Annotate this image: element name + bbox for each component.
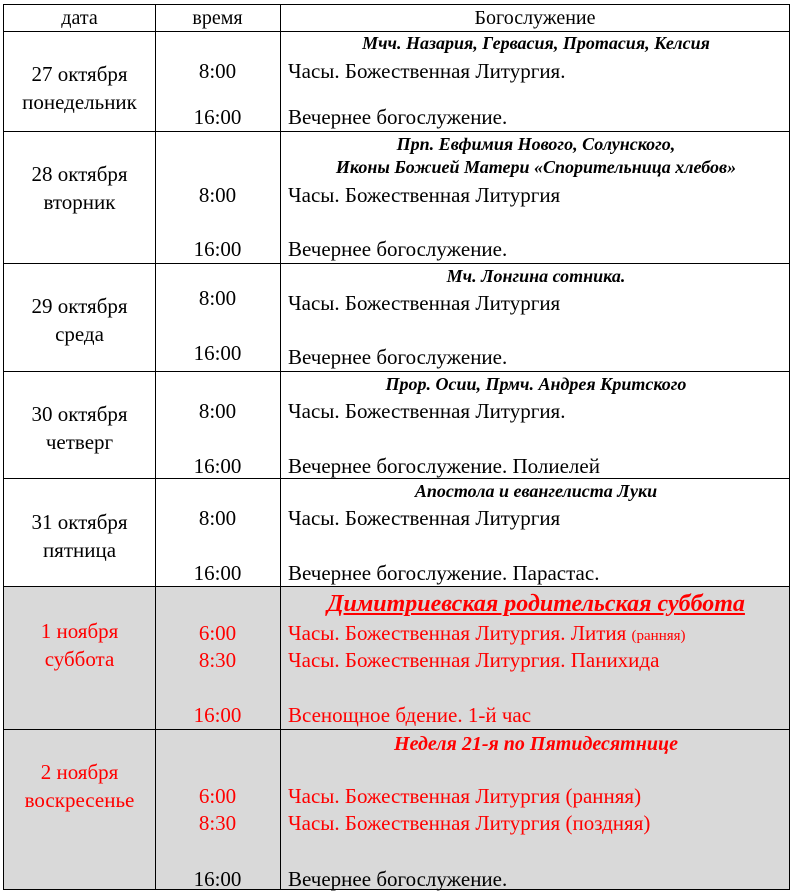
service-time: 8:30 bbox=[198, 811, 237, 835]
service-note: (ранняя) bbox=[631, 628, 686, 644]
feast-title: Мчч. Назария, Гервасия, Протасия, Келсия bbox=[362, 33, 710, 53]
service-text: Часы. Божественная Литургия. bbox=[288, 59, 566, 83]
service-text: Вечернее богослужение. bbox=[288, 345, 508, 369]
feast-title: Неделя 21-я по Пятидесятнице bbox=[394, 733, 678, 755]
service-text: Вечернее богослужение. Парастас. bbox=[288, 561, 600, 585]
table-row-divider bbox=[3, 729, 790, 730]
header-time: время bbox=[192, 7, 243, 29]
service-time: 8:00 bbox=[198, 286, 237, 310]
table-col-divider bbox=[280, 5, 281, 890]
date-label: 2 ноября bbox=[40, 760, 119, 784]
feast-title: Мч. Лонгина сотника. bbox=[446, 266, 626, 286]
date-label: 30 октября bbox=[31, 402, 128, 426]
table-row-divider bbox=[3, 131, 790, 132]
service-text: Вечернее богослужение. bbox=[288, 867, 508, 891]
service-time: 16:00 bbox=[193, 105, 242, 129]
table-row-divider bbox=[3, 586, 790, 587]
service-time: 6:00 bbox=[198, 784, 237, 808]
service-text: Часы. Божественная Литургия (ранняя) bbox=[288, 784, 642, 808]
service-time: 8:00 bbox=[198, 59, 237, 83]
service-text: Часы. Божественная Литургия bbox=[288, 291, 561, 315]
service-text: Вечернее богослужение. Полиелей bbox=[288, 454, 600, 478]
header-service: Богослужение bbox=[474, 7, 596, 29]
feast-title: Прп. Евфимия Нового, Солунского, bbox=[396, 134, 676, 154]
feast-title: Прор. Осии, Прмч. Андрея Критского bbox=[385, 374, 687, 394]
service-time: 16:00 bbox=[193, 561, 242, 585]
service-time: 6:00 bbox=[198, 621, 237, 645]
date-label: 31 октября bbox=[31, 510, 128, 534]
service-time: 16:00 bbox=[193, 703, 242, 727]
service-time: 8:00 bbox=[198, 183, 237, 207]
date-label: 28 октября bbox=[31, 162, 128, 186]
service-text: Вечернее богослужение. bbox=[288, 105, 508, 129]
service-time: 16:00 bbox=[193, 867, 242, 891]
service-time: 8:30 bbox=[198, 648, 237, 672]
table-border-top bbox=[3, 4, 790, 5]
service-time: 16:00 bbox=[193, 341, 242, 365]
service-text: Часы. Божественная Литургия bbox=[288, 183, 561, 207]
date-label: 1 ноября bbox=[40, 619, 119, 643]
weekday-label: суббота bbox=[44, 647, 115, 671]
header-date: дата bbox=[61, 7, 98, 29]
weekday-label: пятница bbox=[42, 538, 117, 562]
weekday-label: четверг bbox=[45, 430, 114, 454]
date-label: 27 октября bbox=[31, 62, 128, 86]
table-row-divider bbox=[3, 371, 790, 372]
service-time: 16:00 bbox=[193, 237, 242, 261]
weekday-label: среда bbox=[55, 322, 104, 346]
service-text: Часы. Божественная Литургия bbox=[288, 506, 561, 530]
feast-title: Иконы Божией Матери «Спорительница хлебов» bbox=[335, 157, 737, 177]
service-text: Всенощное бдение. 1-й час bbox=[288, 703, 532, 727]
feast-title: Апостола и евангелиста Луки bbox=[414, 481, 658, 501]
service-text: Часы. Божественная Литургия (поздняя) bbox=[288, 811, 651, 835]
table-col-divider bbox=[155, 5, 156, 890]
service-time: 8:00 bbox=[198, 506, 237, 530]
service-time: 8:00 bbox=[198, 399, 237, 423]
service-text: Часы. Божественная Литургия. Лития (ранняя) bbox=[288, 621, 686, 645]
weekday-label: понедельник bbox=[22, 90, 137, 114]
service-text: Вечернее богослужение. bbox=[288, 237, 508, 261]
feast-title: Димитриевская родительская суббота bbox=[327, 591, 745, 617]
weekday-label: вторник bbox=[43, 190, 116, 214]
service-text: Часы. Божественная Литургия. bbox=[288, 399, 566, 423]
service-text: Часы. Божественная Литургия. Панихида bbox=[288, 648, 660, 672]
weekday-label: воскресенье bbox=[24, 788, 135, 812]
service-time: 16:00 bbox=[193, 454, 242, 478]
table-row-divider bbox=[3, 263, 790, 264]
date-label: 29 октября bbox=[31, 294, 128, 318]
